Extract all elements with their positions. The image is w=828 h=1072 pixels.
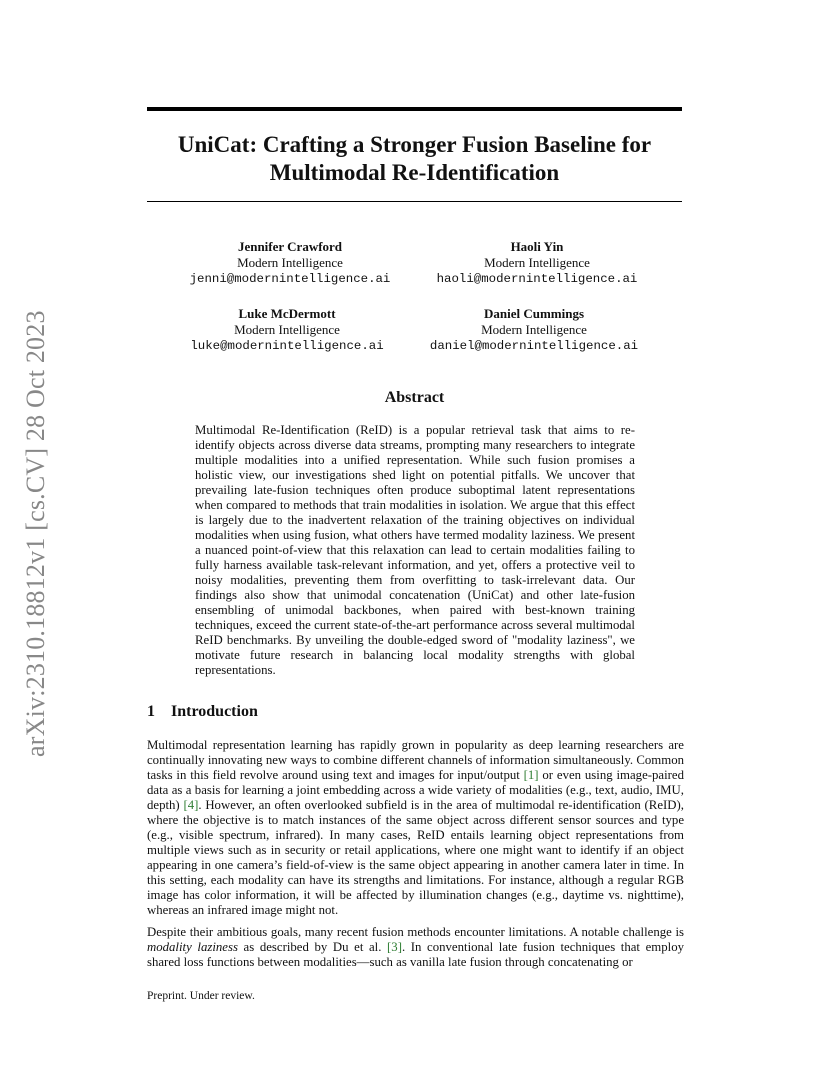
author-email[interactable]: haoli@modernintelligence.ai <box>436 272 638 286</box>
arxiv-identifier: arXiv:2310.18812v1 [cs.CV] 28 Oct 2023 <box>21 310 50 757</box>
author-name: Luke McDermott <box>238 306 336 321</box>
paragraph-text: . However, an often overlooked subfield is in the area of multimodal re-identification (ReID), where the objective is to match instances of the same object across different sensor sources and type (e.g., visible spectrum, infrared). In many cases, ReID entails learning object representations from multiple views such as in security or retail applications, where one might want to identify if an object appearing in one camera’s field-of-view is the same object appearing in another camera later in time. In this setting, each modality can have its strengths and limitations. For instance, although a regular RGB image has color information, it will be affected by illumination changes (e.g., daytime vs. nighttime), whereas an infrared image might not. <box>147 798 684 917</box>
author-email[interactable]: luke@modernintelligence.ai <box>190 339 384 353</box>
paragraph-text: Despite their ambitious goals, many recent fusion methods encounter limitations. A notable challenge is <box>147 925 684 939</box>
paper-title <box>147 131 682 187</box>
citation-link[interactable]: [4] <box>183 798 199 812</box>
paragraph <box>147 925 684 970</box>
footer-note: Preprint. Under review. <box>147 990 255 1002</box>
section-number: 1 <box>147 703 155 720</box>
paragraph-text: or even using image-paired data as a basis for learning a joint embedding across a wide variety of modalities (e.g., text, audio, IMU, depth) <box>147 768 684 812</box>
citation-link[interactable]: [1] <box>523 768 539 782</box>
paragraph-text: . In conventional late fusion techniques that employ shared loss functions between modalities—such as vanilla late fusion through concatenating or <box>147 940 684 969</box>
author-affiliation: Modern Intelligence <box>481 322 587 337</box>
paragraph <box>147 738 684 918</box>
title-bottom-rule <box>147 201 682 202</box>
author-affiliation: Modern Intelligence <box>484 255 590 270</box>
abstract-text: Multimodal Re-Identification (ReID) is a popular retrieval task that aims to re-identify objects across diverse data streams, prompting many researchers to integrate multiple modalities into a unified representation. While such fusion promises a holistic view, our investigations shed light on potential pitfalls. We uncover that prevailing late-fusion techniques often produce suboptimal latent representations when compared to methods that train modalities in isolation. We argue that this effect is largely due to the inadvertent relaxation of the training objectives on individual modalities when using fusion, what others have termed modality laziness. We present a nuanced point-of-view that this relaxation can lead to certain modalities failing to fully harness available task-relevant information, and yet, offers a protective veil to noisy modalities, preventing them from overfitting to task-irrelevant data. Our findings also show that unimodal concatenation (UniCat) and other late-fusion ensembling of unimodal backbones, when paired with best-known training techniques, exceed the current state-of-the-art performance across several multimodal ReID benchmarks. By unveiling the double-edged sword of "modality laziness", we motivate future research in balancing local modality strengths with global representations. <box>195 423 635 677</box>
author-affiliation: Modern Intelligence <box>237 255 343 270</box>
emphasized-term: modality laziness <box>147 940 238 954</box>
paragraph-text: as described by Du et al. <box>237 940 388 954</box>
author-block <box>167 306 407 354</box>
title-top-rule <box>147 107 682 111</box>
author-name: Jennifer Crawford <box>237 239 343 254</box>
abstract-heading: Abstract <box>384 389 445 406</box>
section-title: Introduction <box>171 703 258 720</box>
author-name: Haoli Yin <box>510 239 564 254</box>
citation-link[interactable]: [3] <box>387 940 402 954</box>
title-line-1: UniCat: Crafting a Stronger Fusion Baseline for <box>177 132 652 157</box>
author-name: Daniel Cummings <box>483 306 585 321</box>
author-block <box>170 239 410 287</box>
section-heading <box>147 703 258 721</box>
title-line-2: Multimodal Re-Identification <box>269 160 560 185</box>
author-email[interactable]: jenni@modernintelligence.ai <box>189 272 391 286</box>
author-email[interactable]: daniel@modernintelligence.ai <box>429 339 639 353</box>
author-block <box>417 239 657 287</box>
author-block <box>414 306 654 354</box>
introduction-body <box>147 738 684 977</box>
paragraph-text: Multimodal representation learning has rapidly grown in popularity as deep learning researchers are continually innovating new ways to combine different channels of information simultaneously. Common tasks in this field revolve around using text and images for input/output <box>147 738 684 782</box>
author-affiliation: Modern Intelligence <box>234 322 340 337</box>
